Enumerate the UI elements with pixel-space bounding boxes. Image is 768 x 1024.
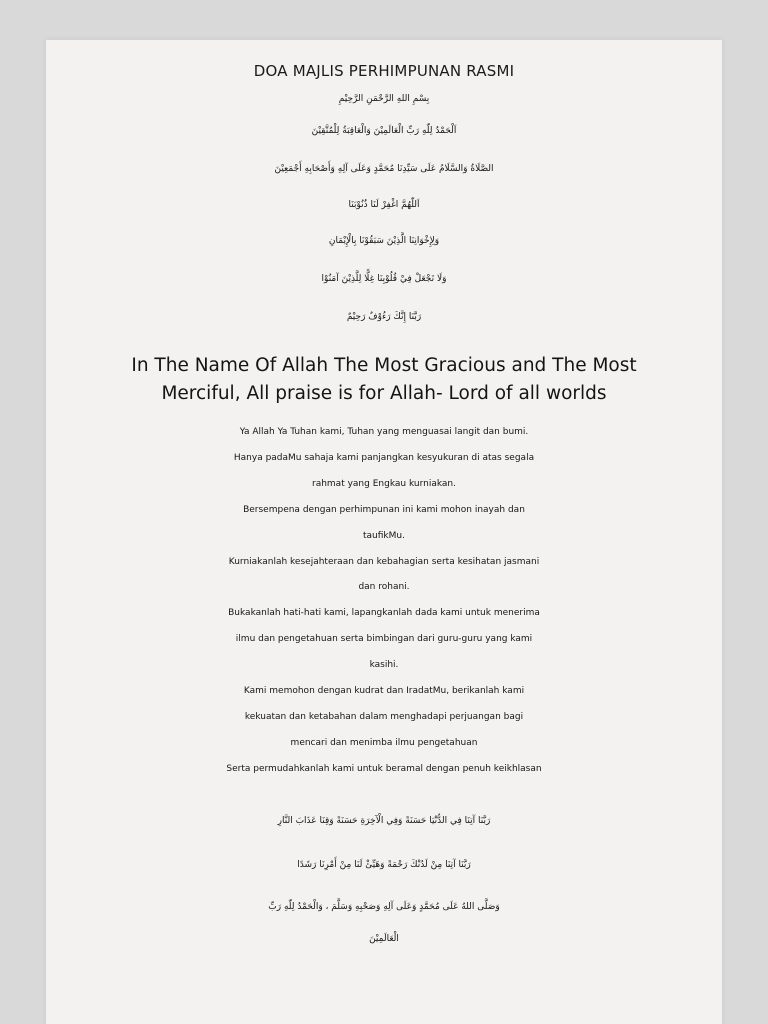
malay-prayer-line: rahmat yang Engkau kurniakan. — [312, 478, 456, 489]
arabic-opening-line: اَللّٰهُمَّ اغْفِرْ لَنَا ذُنُوْبَنَا — [348, 200, 420, 210]
malay-prayer-line: Bersempena dengan perhimpunan ini kami mohon inayah dan — [243, 504, 525, 515]
document-title: DOA MAJLIS PERHIMPUNAN RASMI — [253, 62, 515, 80]
malay-prayer-line: Kami memohon dengan kudrat dan IradatMu, berikanlah kami — [243, 686, 525, 697]
malay-prayer-line: ilmu dan pengetahuan serta bimbingan dari guru-guru yang kami — [235, 634, 533, 645]
arabic-closing-line: رَبَّنَا آتِنَا مِنْ لَدُنْكَ رَحْمَةً وَهَيِّئْ لَنَا مِنْ أَمْرِنَا رَشَدًا — [297, 860, 471, 870]
arabic-opening-line: وَلِإِخْوَانِنَا الَّذِيْنَ سَبَقُوْنَا بِالْإِيْمَانِ — [328, 236, 440, 246]
arabic-opening-line: اَلْحَمْدُ لِلّٰهِ رَبِّ الْعَالَمِيْنَ وَالْعَاقِبَةُ لِلْمُتَّقِيْنَ — [311, 126, 457, 136]
malay-prayer-line: Bukakanlah hati-hati kami, lapangkanlah dada kami untuk menerima — [228, 608, 540, 619]
malay-prayer — [56, 420, 712, 783]
english-heading-line: Merciful, All praise is for Allah- Lord of all worlds — [161, 383, 607, 404]
arabic-closing-line: وَصَلَّى اللهُ عَلَى مُحَمَّدٍ وَعَلَى آلِهِ وَصَحْبِهِ وَسَلَّمَ ، وَالْحَمْدُ لِلّٰهِ رَبِّ — [268, 902, 500, 912]
english-heading — [76, 352, 692, 408]
malay-prayer-line: taufikMu. — [363, 530, 405, 541]
arabic-closing-line: رَبَّنَا آتِنَا فِي الدُّنْيَا حَسَنَةً وَفِي الْآخِرَةِ حَسَنَةً وَقِنَا عَذَابَ النَّارِ — [277, 816, 491, 826]
arabic-opening-line: وَلَا تَجْعَلْ فِيْ قُلُوْبِنَا غِلًّا لِلَّذِيْنَ آمَنُوْا — [321, 274, 447, 284]
malay-prayer-line: kasihi. — [369, 660, 399, 671]
malay-prayer-line: Serta permudahkanlah kami untuk beramal dengan penuh keikhlasan — [226, 763, 542, 774]
arabic-closing-line: الْعَالَمِيْنَ — [369, 934, 399, 944]
arabic-opening-line: الصَّلَاةُ وَالسَّلَامُ عَلَى سَيِّدِنَا مُحَمَّدٍ وَعَلَى آلِهِ وَأَصْحَابِهِ أَجْمَعِيْنَ — [274, 164, 494, 174]
arabic-opening-line: بِسْمِ اللهِ الرَّحْمَنِ الرَّحِيْمِ — [338, 94, 430, 104]
arabic-opening-line: رَبَّنَا إِنَّكَ رَءُوْفٌ رَحِيْمٌ — [346, 312, 422, 322]
malay-prayer-line: Ya Allah Ya Tuhan kami, Tuhan yang menguasai langit dan bumi. — [239, 427, 529, 437]
malay-prayer-line: Hanya padaMu sahaja kami panjangkan kesyukuran di atas segala — [233, 452, 535, 463]
malay-prayer-line: dan rohani. — [358, 582, 410, 593]
english-heading-line: In The Name Of Allah The Most Gracious and The Most — [131, 355, 637, 376]
document-page — [46, 40, 722, 1024]
malay-prayer-line: Kurniakanlah kesejahteraan dan kebahagian serta kesihatan jasmani — [228, 556, 540, 567]
malay-prayer-line: kekuatan dan ketabahan dalam menghadapi perjuangan bagi — [244, 711, 524, 722]
malay-prayer-line: mencari dan menimba ilmu pengetahuan — [290, 737, 478, 748]
